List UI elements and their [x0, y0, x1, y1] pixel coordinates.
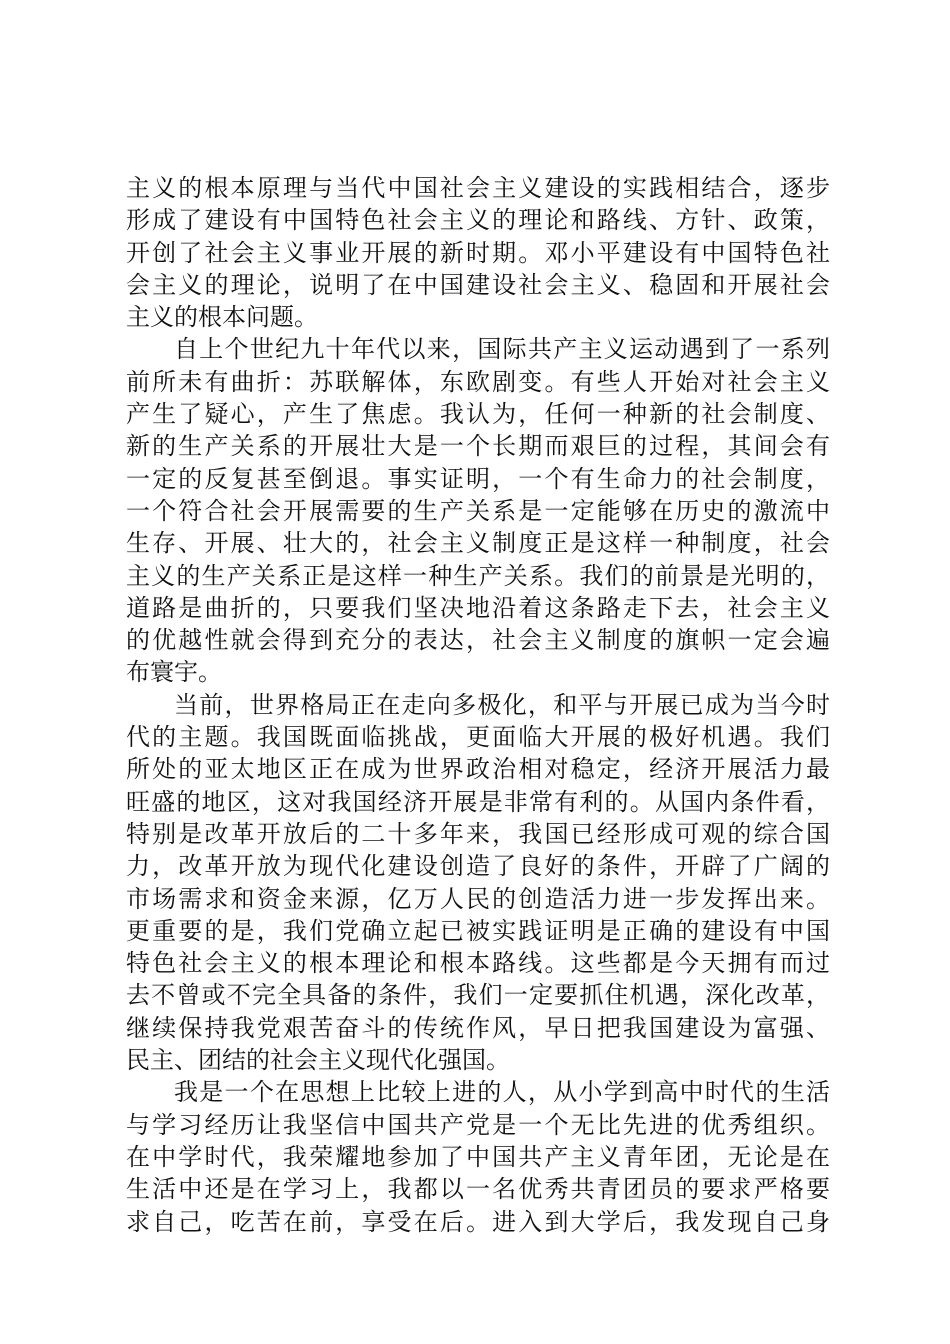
text-line: 去不曾或不完全具备的条件，我们一定要抓住机遇，深化改革， — [126, 981, 830, 1010]
text-line: 所处的亚太地区正在成为世界政治相对稳定，经济开展活力最 — [126, 755, 830, 784]
text-line: 前所未有曲折：苏联解体，东欧剧变。有些人开始对社会主义 — [126, 367, 830, 396]
text-line: 特别是改革开放后的二十多年来，我国已经形成可观的综合国 — [126, 819, 830, 848]
text-line: 继续保持我党艰苦奋斗的传统作风，早日把我国建设为富强、 — [126, 1013, 830, 1042]
text-line: 主义的根本问题。 — [126, 303, 318, 332]
text-line: 更重要的是，我们党确立起已被实践证明是正确的建设有中国 — [126, 916, 830, 945]
text-line: 与学习经历让我坚信中国共产党是一个无比先进的优秀组织。 — [126, 1110, 830, 1139]
text-line: 民主、团结的社会主义现代化强国。 — [126, 1046, 510, 1075]
paragraph-2 — [126, 333, 830, 688]
text-line: 在中学时代，我荣耀地参加了中国共产主义青年团，无论是在 — [126, 1142, 830, 1171]
text-line: 主义的根本原理与当代中国社会主义建设的实践相结合，逐步 — [126, 174, 830, 202]
text-line: 求自己，吃苦在前，享受在后。进入到大学后，我发现自己身 — [126, 1207, 830, 1236]
text-line: 我是一个在思想上比较上进的人，从小学到高中时代的生活 — [174, 1078, 830, 1107]
text-line: 代的主题。我国既面临挑战，更面临大开展的极好机遇。我们 — [126, 723, 830, 752]
text-line: 自上个世纪九十年代以来，国际共产主义运动遇到了一系列 — [174, 335, 830, 364]
text-line: 旺盛的地区，这对我国经济开展是非常有利的。从国内条件看， — [126, 787, 830, 816]
text-line: 主义的生产关系正是这样一种生产关系。我们的前景是光明的， — [126, 561, 830, 590]
text-line: 生存、开展、壮大的，社会主义制度正是这样一种制度，社会 — [126, 529, 830, 558]
text-line: 道路是曲折的，只要我们坚决地沿着这条路走下去，社会主义 — [126, 593, 830, 622]
paragraph-4 — [126, 1076, 830, 1237]
text-line: 的优越性就会得到充分的表达，社会主义制度的旗帜一定会遍 — [126, 626, 830, 655]
text-line: 特色社会主义的根本理论和根本路线。这些都是今天拥有而过 — [126, 949, 830, 978]
text-line: 力，改革开放为现代化建设创造了良好的条件，开辟了广阔的 — [126, 852, 830, 881]
text-line: 会主义的理论，说明了在中国建设社会主义、稳固和开展社会 — [126, 270, 830, 299]
text-line: 开创了社会主义事业开展的新时期。邓小平建设有中国特色社 — [126, 238, 830, 267]
text-line: 一个符合社会开展需要的生产关系是一定能够在历史的激流中 — [126, 496, 830, 525]
text-line: 产生了疑心，产生了焦虑。我认为，任何一种新的社会制度、 — [126, 400, 830, 429]
text-line: 当前，世界格局正在走向多极化，和平与开展已成为当今时 — [174, 690, 830, 719]
paragraph-1 — [126, 172, 830, 333]
document-body — [126, 172, 830, 1238]
text-line: 新的生产关系的开展壮大是一个长期而艰巨的过程，其间会有 — [126, 432, 830, 461]
text-line: 一定的反复甚至倒退。事实证明，一个有生命力的社会制度， — [126, 464, 830, 493]
text-line: 布寰宇。 — [126, 658, 222, 687]
text-line: 生活中还是在学习上，我都以一名优秀共青团员的要求严格要 — [126, 1175, 830, 1204]
text-line: 市场需求和资金来源，亿万人民的创造活力进一步发挥出来。 — [126, 884, 830, 913]
text-line: 形成了建设有中国特色社会主义的理论和路线、方针、政策， — [126, 206, 830, 235]
paragraph-3 — [126, 689, 830, 1077]
